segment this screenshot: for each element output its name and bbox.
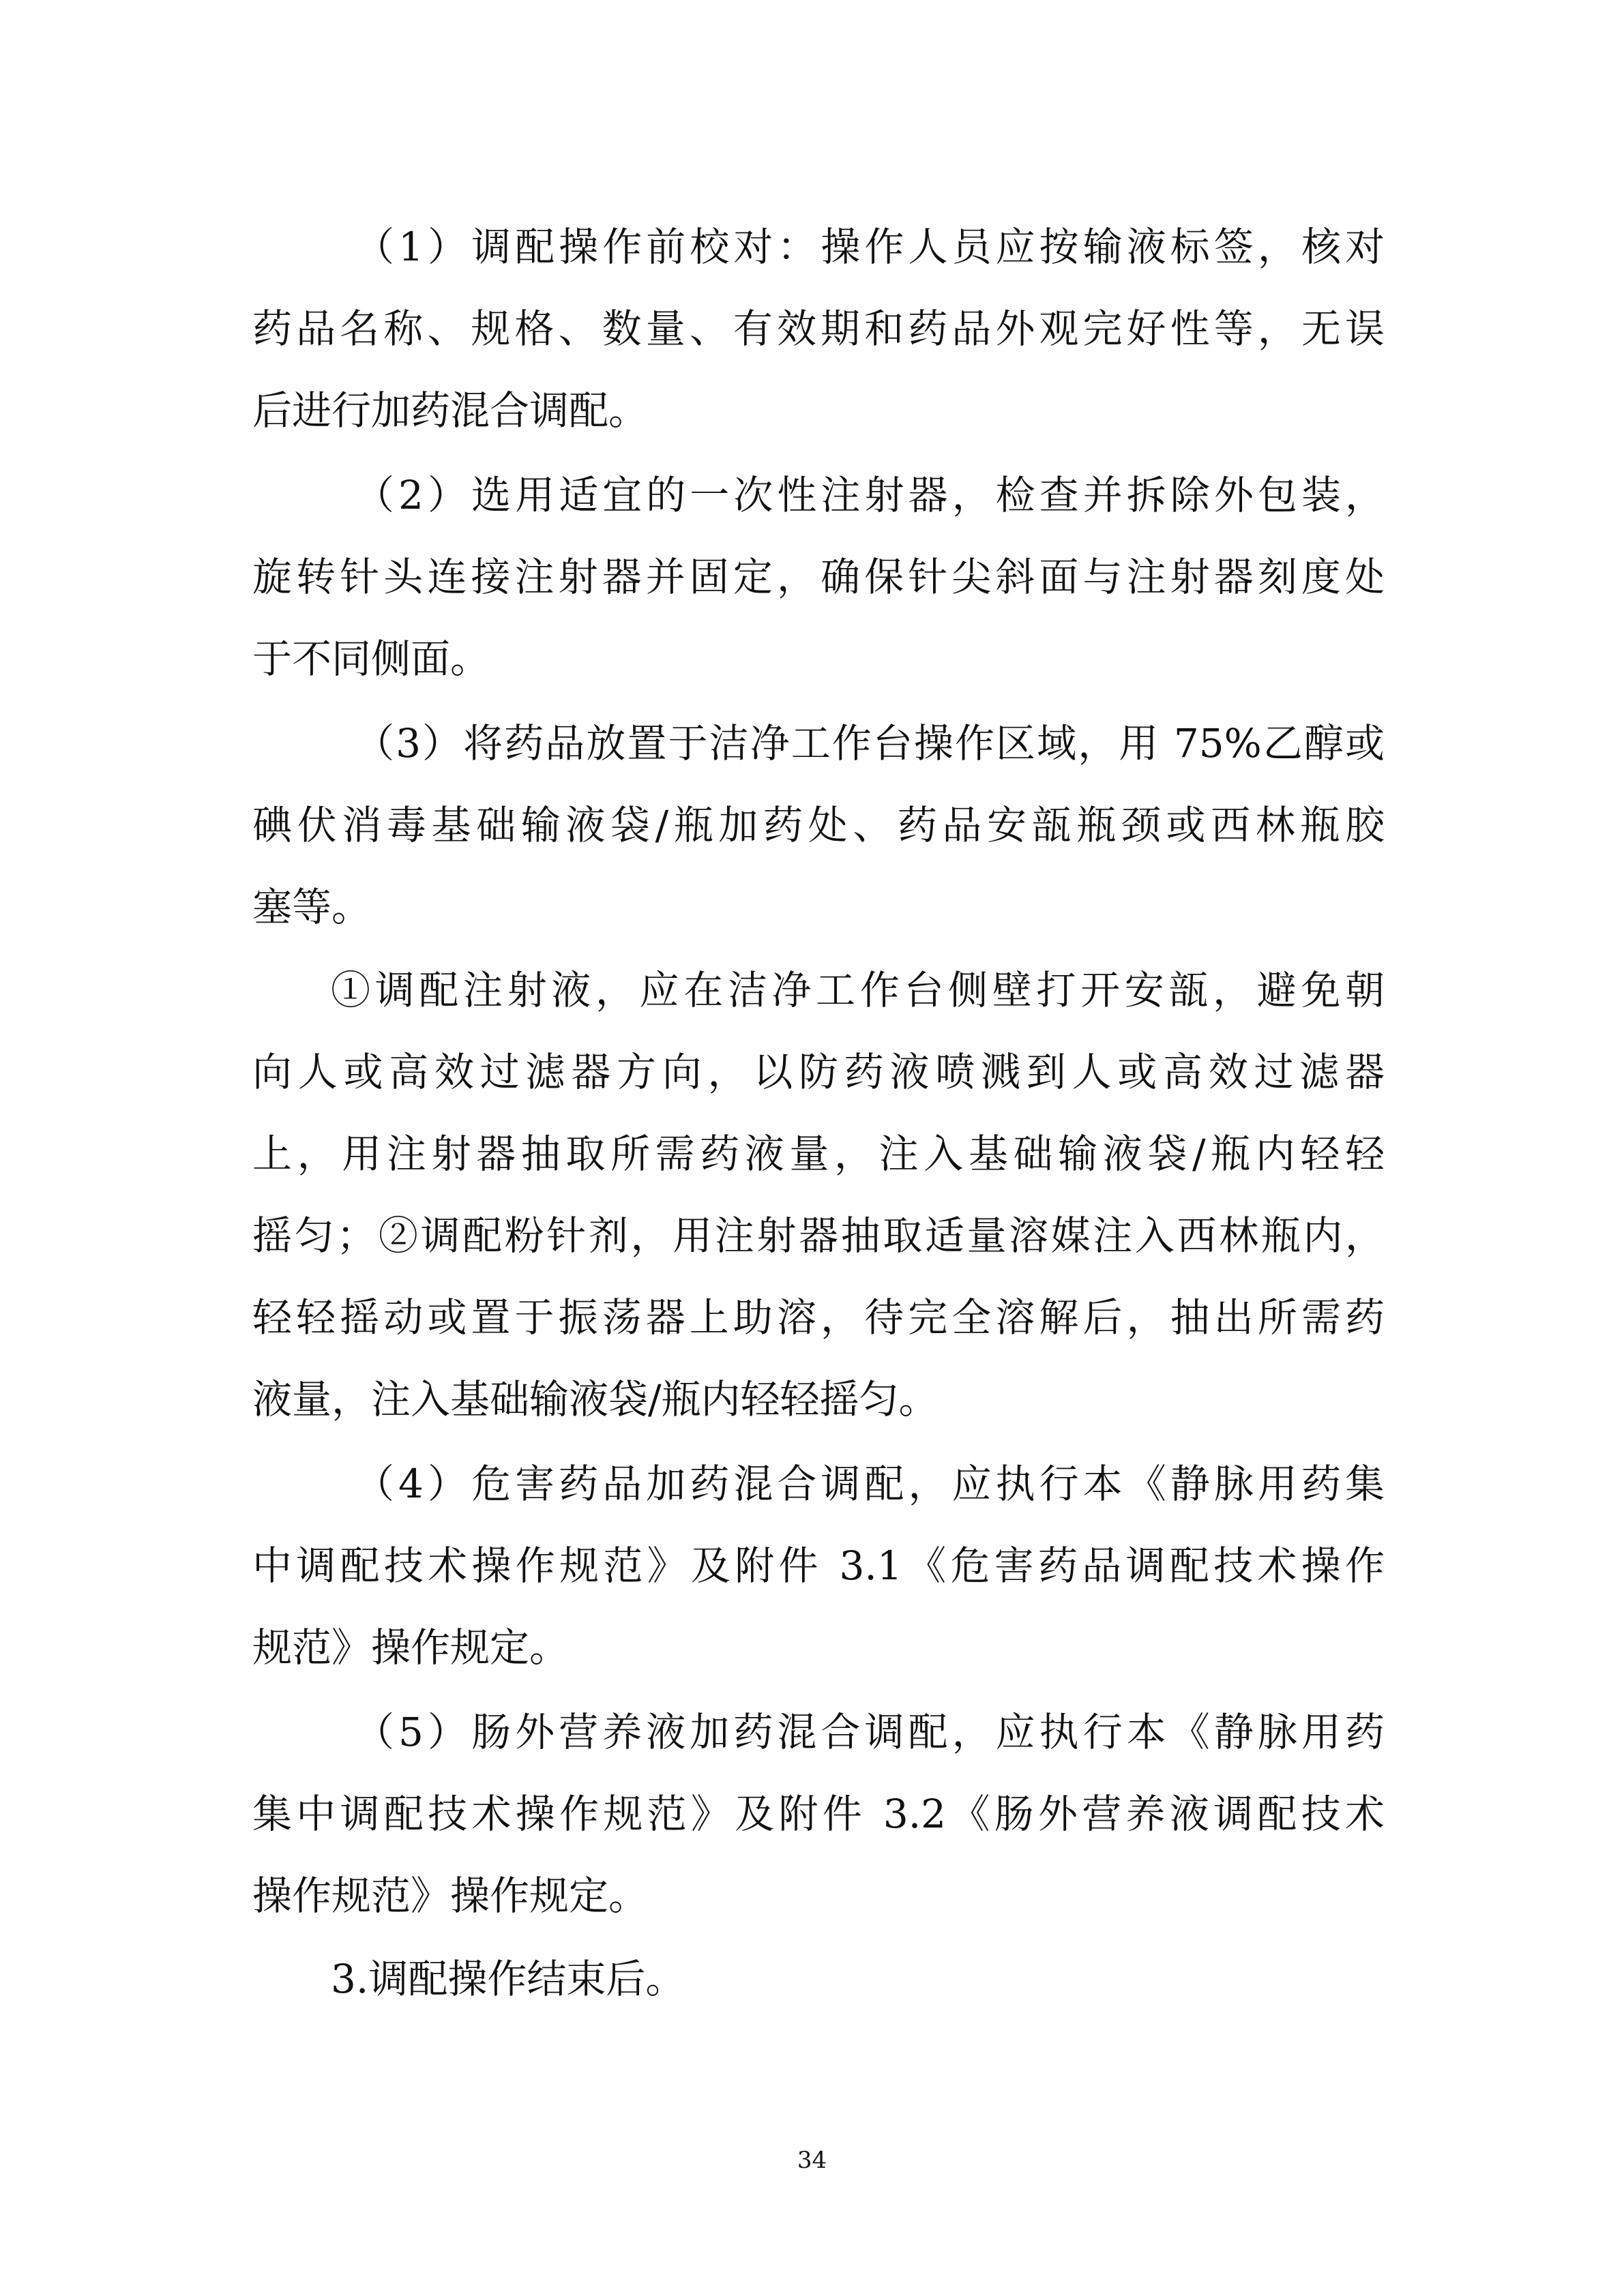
paragraph-3-line-1: （3）将药品放置于洁净工作台操作区域，用 75%乙醇或 — [355, 720, 1385, 766]
paragraph-6-line-2: 集中调配技术操作规范》及附件 3.2《肠外营养液调配技术 — [252, 1791, 1385, 1837]
paragraph-3-line-2: 碘伏消毒基础输液袋/瓶加药处、药品安瓿瓶颈或西林瓶胶 — [252, 802, 1385, 848]
paragraph-1-line-3: 后进行加药混合调配。 — [252, 387, 649, 434]
paragraph-1-line-1: （1）调配操作前校对：操作人员应按输液标签，核对 — [355, 224, 1385, 270]
paragraph-6-line-3: 操作规范》操作规定。 — [252, 1873, 649, 1919]
paragraph-4-line-4: 摇匀；②调配粉针剂，用注射器抽取适量溶媒注入西林瓶内， — [252, 1212, 1385, 1259]
page-number: 34 — [797, 2147, 827, 2174]
paragraph-5-line-2: 中调配技术操作规范》及附件 3.1《危害药品调配技术操作 — [252, 1542, 1385, 1589]
paragraph-4-line-3: 上，用注射器抽取所需药液量，注入基础输液袋/瓶内轻轻 — [252, 1131, 1385, 1177]
paragraph-2-line-2: 旋转针头连接注射器并固定，确保针尖斜面与注射器刻度处 — [252, 554, 1385, 600]
paragraph-6-line-1: （5）肠外营养液加药混合调配，应执行本《静脉用药 — [355, 1709, 1385, 1755]
section-heading-3: 3.调配操作结束后。 — [331, 1956, 685, 2002]
paragraph-5-line-3: 规范》操作规定。 — [252, 1624, 570, 1671]
paragraph-4-line-6: 液量，注入基础输液袋/瓶内轻轻摇匀。 — [252, 1376, 939, 1422]
paragraph-4-line-1: ①调配注射液，应在洁净工作台侧壁打开安瓿，避免朝 — [331, 967, 1385, 1013]
paragraph-3-line-3: 塞等。 — [252, 884, 372, 930]
paragraph-2-line-1: （2）选用适宜的一次性注射器，检查并拆除外包装， — [355, 472, 1385, 518]
paragraph-4-line-5: 轻轻摇动或置于振荡器上助溶，待完全溶解后，抽出所需药 — [252, 1294, 1385, 1341]
paragraph-2-line-3: 于不同侧面。 — [252, 636, 490, 682]
paragraph-4-line-2: 向人或高效过滤器方向，以防药液喷溅到人或高效过滤器 — [252, 1049, 1385, 1095]
paragraph-1-line-2: 药品名称、规格、数量、有效期和药品外观完好性等，无误 — [252, 305, 1385, 352]
paragraph-5-line-1: （4）危害药品加药混合调配，应执行本《静脉用药集 — [355, 1461, 1385, 1507]
